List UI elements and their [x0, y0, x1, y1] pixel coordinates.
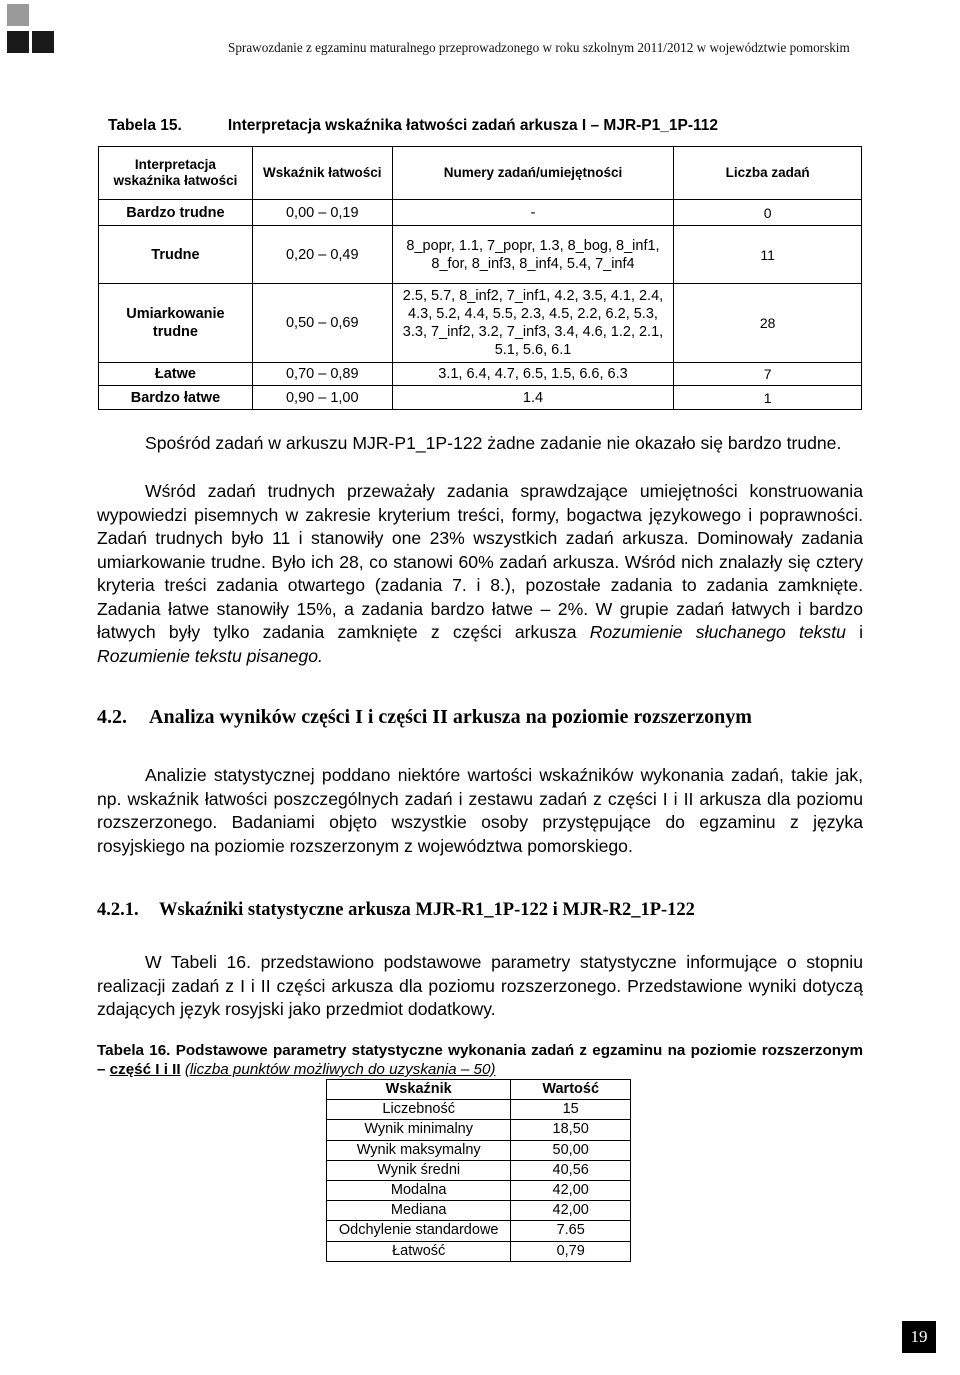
table15-tasks: 1.4	[392, 386, 674, 410]
table-row	[327, 1181, 631, 1201]
heading-text: Wskaźniki statystyczne arkusza MJR-R1_1P-122 i MJR-R2_1P-122	[159, 900, 695, 920]
table15-range: 0,70 – 0,89	[252, 363, 392, 386]
table15-caption	[108, 117, 718, 135]
table15-header-cell: Liczba zadań	[674, 147, 862, 200]
paragraph-text: Spośród zadań w arkuszu MJR-P1_1P-122 żadne zadanie nie okazało się bardzo trudne.	[145, 433, 842, 453]
table16-metric: Odchylenie standardowe	[327, 1221, 511, 1241]
table15-header-cell: Interpretacja wskaźnika łatwości	[99, 147, 253, 200]
table15-tasks: 3.1, 6.4, 4.7, 6.5, 1.5, 6.6, 6.3	[392, 363, 674, 386]
logo-square-dark-right	[32, 31, 54, 53]
table16-metric: Łatwość	[327, 1241, 511, 1261]
table15-level: Bardzo łatwe	[99, 386, 253, 410]
table16-metric: Modalna	[327, 1181, 511, 1201]
table16-metric: Wynik maksymalny	[327, 1140, 511, 1160]
table16-metric: Wynik średni	[327, 1160, 511, 1180]
table15-level: Trudne	[99, 226, 253, 284]
section-heading-4-2	[97, 706, 752, 729]
table16-header-cell: Wskaźnik	[327, 1080, 511, 1100]
heading-number: 4.2.1.	[97, 900, 139, 920]
italic-section-name: Rozumienie słuchanego tekstu	[589, 622, 846, 642]
table15-header-cell: Wskaźnik łatwości	[252, 147, 392, 200]
table16-title-part: część I i II	[109, 1061, 181, 1078]
paragraph-text: i	[845, 622, 863, 642]
heading-number: 4.2.	[97, 706, 127, 728]
table15-level: Bardzo trudne	[99, 200, 253, 226]
table16-metric: Liczebność	[327, 1100, 511, 1120]
section-heading-4-2-1	[97, 900, 695, 921]
paragraph-table16-intro	[97, 951, 863, 1022]
heading-text: Analiza wyników części I i części II arkusza na poziomie rozszerzonym	[149, 706, 752, 728]
logo-square-gray	[7, 4, 29, 26]
table15-range: 0,20 – 0,49	[252, 226, 392, 284]
table16-value: 0,79	[511, 1241, 631, 1261]
table15-count: 1	[674, 386, 862, 410]
table16-title: Podstawowe parametry statystyczne wykonania zadań z egzaminu na poziomie rozszerzonym –	[97, 1042, 863, 1078]
table-row	[327, 1120, 631, 1140]
paragraph-text: W Tabeli 16. przedstawiono podstawowe parametry statystyczne informujące o stopniu realizacji zadań z I i II części arkusza dla poziomu rozszerzonego. Przedstawione wyniki dotyczą zdających język rosyjski jako przedmiot dodatkowy.	[97, 952, 863, 1019]
table16-header-cell: Wartość	[511, 1080, 631, 1100]
table16	[326, 1079, 631, 1262]
table16-value: 42,00	[511, 1201, 631, 1221]
table16-value: 42,00	[511, 1181, 631, 1201]
table15-tasks: -	[392, 200, 674, 226]
table15	[98, 146, 862, 410]
table15-count: 28	[674, 284, 862, 363]
table15-level: Łatwe	[99, 363, 253, 386]
table16-value: 50,00	[511, 1140, 631, 1160]
table15-range: 0,90 – 1,00	[252, 386, 392, 410]
table-row	[99, 226, 862, 284]
table15-count: 0	[674, 200, 862, 226]
table-row	[327, 1160, 631, 1180]
italic-section-name: Rozumienie tekstu pisanego.	[97, 645, 323, 666]
running-header: Sprawozdanie z egzaminu maturalnego przeprowadzonego w roku szkolnym 2011/2012 w województwie pomorskim	[228, 40, 850, 55]
table16-metric: Mediana	[327, 1201, 511, 1221]
table16-value: 18,50	[511, 1120, 631, 1140]
table-row	[327, 1100, 631, 1120]
table-row	[99, 363, 862, 386]
table-row	[327, 1201, 631, 1221]
paragraph-text: Wśród zadań trudnych przeważały zadania sprawdzające umiejętności konstruowania wypowiedzi pisemnych w zakresie kryterium treści, formy, bogactwa językowego i poprawności. Zadań trudnych było 11 i stanowiły one 23% wszystkich zadań arkusza. Dominowały zadania umiarkowanie trudne. Było ich 28, co stanowi 60% zadań arkusza. Wśród nich znalazły się cztery kryteria treści zadania otwartego (zadania 7. i 8.), pozostałe zadania to zadania zamknięte. Zadania łatwe stanowiły 15%, a zadania bardzo łatwe – 2%. W grupie zadań łatwych i bardzo łatwych były tylko zadania zamknięte z części arkusza	[97, 481, 863, 642]
table15-range: 0,50 – 0,69	[252, 284, 392, 363]
paragraph-analysis-intro	[97, 764, 863, 858]
table15-label: Tabela 15.	[108, 117, 182, 134]
table15-header-row	[99, 147, 862, 200]
table16-points-limit: (liczba punktów możliwych do uzyskania – 50)	[184, 1061, 496, 1078]
table16-metric: Wynik minimalny	[327, 1120, 511, 1140]
table15-title: Interpretacja wskaźnika łatwości zadań arkusza I – MJR-P1_1P-112	[227, 117, 719, 134]
table16-value: 40,56	[511, 1160, 631, 1180]
table15-count: 7	[674, 363, 862, 386]
table16-value: 15	[511, 1100, 631, 1120]
table15-tasks: 2.5, 5.7, 8_inf2, 7_inf1, 4.2, 3.5, 4.1, 2.4, 4.3, 5.2, 4.4, 5.5, 2.3, 4.5, 2.2, 6.2, 5.3, 3.3, 7_inf2, 3.2, 7_inf3, 3.4, 4.6, 1.2, 2.1, 5.1, 5.6, 6.1	[392, 284, 674, 363]
table15-count: 11	[674, 226, 862, 284]
table15-tasks: 8_popr, 1.1, 7_popr, 1.3, 8_bog, 8_inf1, 8_for, 8_inf3, 8_inf4, 5.4, 7_inf4	[392, 226, 674, 284]
paragraph-difficulty-summary	[97, 480, 863, 668]
table15-header-cell: Numery zadań/umiejętności	[392, 147, 674, 200]
table-row	[327, 1221, 631, 1241]
table15-range: 0,00 – 0,19	[252, 200, 392, 226]
paragraph-no-very-hard	[97, 432, 863, 456]
table16-header-row	[327, 1080, 631, 1100]
table-row	[327, 1140, 631, 1160]
table16-value: 7.65	[511, 1221, 631, 1241]
table-row	[327, 1241, 631, 1261]
table-row	[99, 284, 862, 363]
table-row	[99, 200, 862, 226]
table16-caption	[97, 1041, 863, 1079]
table-row	[99, 386, 862, 410]
table16-label: Tabela 16.	[97, 1042, 171, 1059]
page-number: 19	[902, 1321, 936, 1353]
logo-square-dark-left	[7, 31, 29, 53]
paragraph-text: Analizie statystycznej poddano niektóre wartości wskaźników wykonania zadań, takie jak, np. wskaźnik łatwości poszczególnych zadań i zestawu zadań z części I i II arkusza dla poziomu rozszerzonego. Badaniami objęto wszystkie osoby przystępujące do egzaminu z języka rosyjskiego na poziomie rozszerzonym z województwa pomorskiego.	[97, 765, 863, 856]
table15-level: Umiarkowanie trudne	[99, 284, 253, 363]
